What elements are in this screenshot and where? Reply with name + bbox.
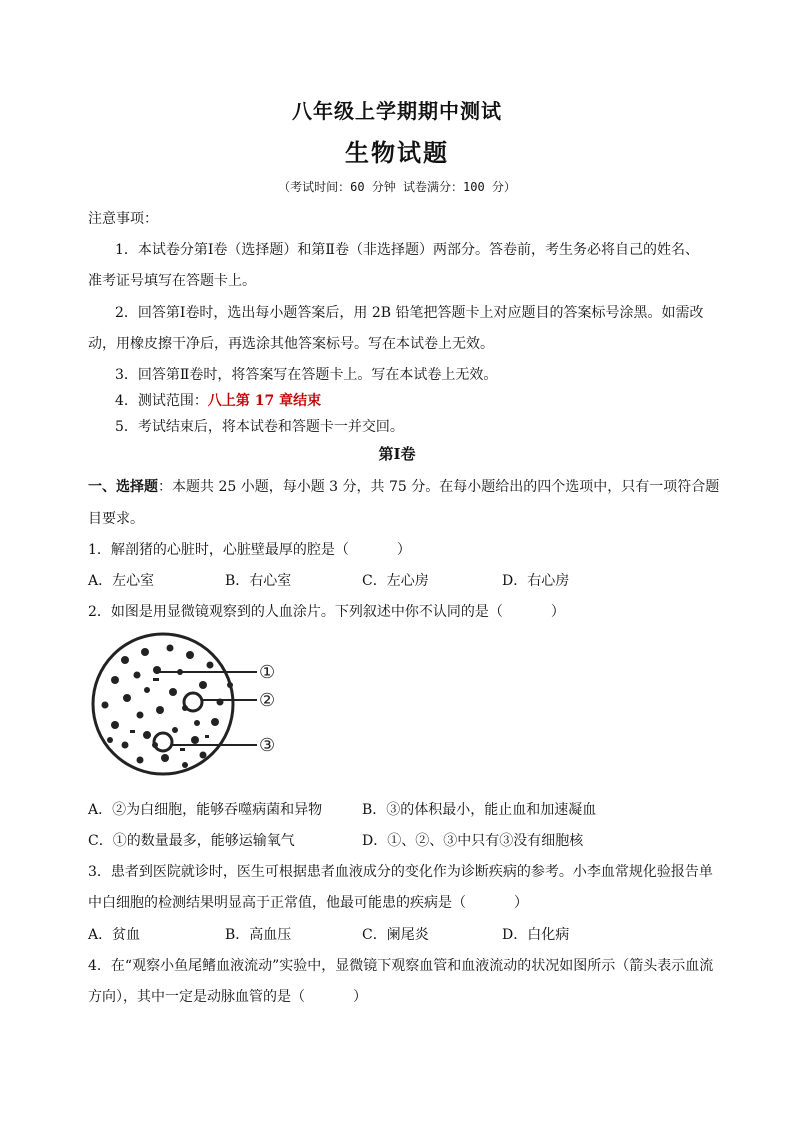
q1-option-d: D．右心房 [502,573,570,589]
q2-option-b: B．③的体积最小，能止血和加速凝血 [362,802,597,818]
question-4-line-2 [88,986,367,1006]
q1-option-a: A．左心室 [88,573,155,589]
note-1-line-1: 1．本试卷分第Ⅰ卷（选择题）和第Ⅱ卷（非选择题）两部分。答卷前，考生务必将自己的姓名、 [115,242,699,258]
part1-desc-line-2: 目要求。 [88,511,144,527]
label-2: ② [259,690,276,711]
question-3-line-1: 3．患者到医院就诊时，医生可根据患者血液成分的变化作为诊断疾病的参考。小李血常规化验报告单 [88,864,713,880]
question-2-stem [88,601,565,621]
exam-info: （考试时间：60 分钟 试卷满分：100 分） [278,180,516,194]
note-2-line-1: 2．回答第Ⅰ卷时，选出每小题答案后，用 2B 铅笔把答题卡上对应题目的答案标号涂黑。如需改 [115,305,704,321]
note-1-line-2: 准考证号填写在答题卡上。 [88,273,256,289]
q4-close: ） [353,989,367,1005]
q4-stem-text: 方向），其中一定是动脉血管的是（ [88,989,305,1005]
subject-title: 生物试题 [345,138,449,167]
q2-option-d: D．①、②、③中只有③没有细胞核 [362,833,584,849]
label-3: ③ [259,735,276,756]
microscope-field [93,634,233,774]
question-4-line-1: 4．在“观察小鱼尾鳍血液流动”实验中，显微镜下观察血管和血液流动的状况如图所示（箭头表示血流 [88,958,714,974]
q1-stem-text: 1．解剖猪的心脏时，心脏壁最厚的腔是（ [88,542,349,558]
label-1: ① [259,662,276,683]
q2-stem-text: 2．如图是用显微镜观察到的人血涂片。下列叙述中你不认同的是（ [88,604,503,620]
q1-option-b: B．右心室 [225,573,292,589]
section-title: 第Ⅰ卷 [378,445,416,463]
part1-label: 一、选择题 [88,479,158,495]
q3-option-b: B．高血压 [225,927,292,943]
note-4-scope: 八上第 17 章结束 [207,393,322,409]
q1-option-c: C．左心房 [362,573,429,589]
note-4-prefix: 4．测试范围： [115,393,208,409]
question-3-line-2 [88,892,528,912]
q3-stem-text: 中白细胞的检测结果明显高于正常值，他最可能患的疾病是（ [88,895,466,911]
q3-option-a: A．贫血 [88,927,141,943]
part1-desc: ：本题共 25 小题，每小题 3 分，共 75 分。在每小题给出的四个选项中，只有一项符合题 [158,479,720,495]
q3-option-c: C．阑尾炎 [362,927,429,943]
question-1-stem [88,539,411,559]
note-5: 5．考试结束后，将本试卷和答题卡一并交回。 [115,419,404,435]
q1-close: ） [396,542,411,558]
exam-title: 八年级上学期期中测试 [292,99,502,123]
note-2-line-2: 动，用橡皮擦干净后，再选涂其他答案标号。写在本试卷上无效。 [88,336,494,352]
q2-option-a: A．②为白细胞，能够吞噬病菌和异物 [88,802,323,818]
blood-smear-figure [85,630,295,780]
notes-heading: 注意事项： [88,211,158,227]
note-4 [115,390,321,410]
q2-option-c: C．①的数量最多，能够运输氧气 [88,833,295,849]
q2-close: ） [550,604,565,620]
note-3: 3．回答第Ⅱ卷时，将答案写在答题卡上。写在本试卷上无效。 [115,367,498,383]
q3-close: ） [514,895,528,911]
part1-desc-line-1 [88,476,719,496]
q3-option-d: D．白化病 [502,927,570,943]
